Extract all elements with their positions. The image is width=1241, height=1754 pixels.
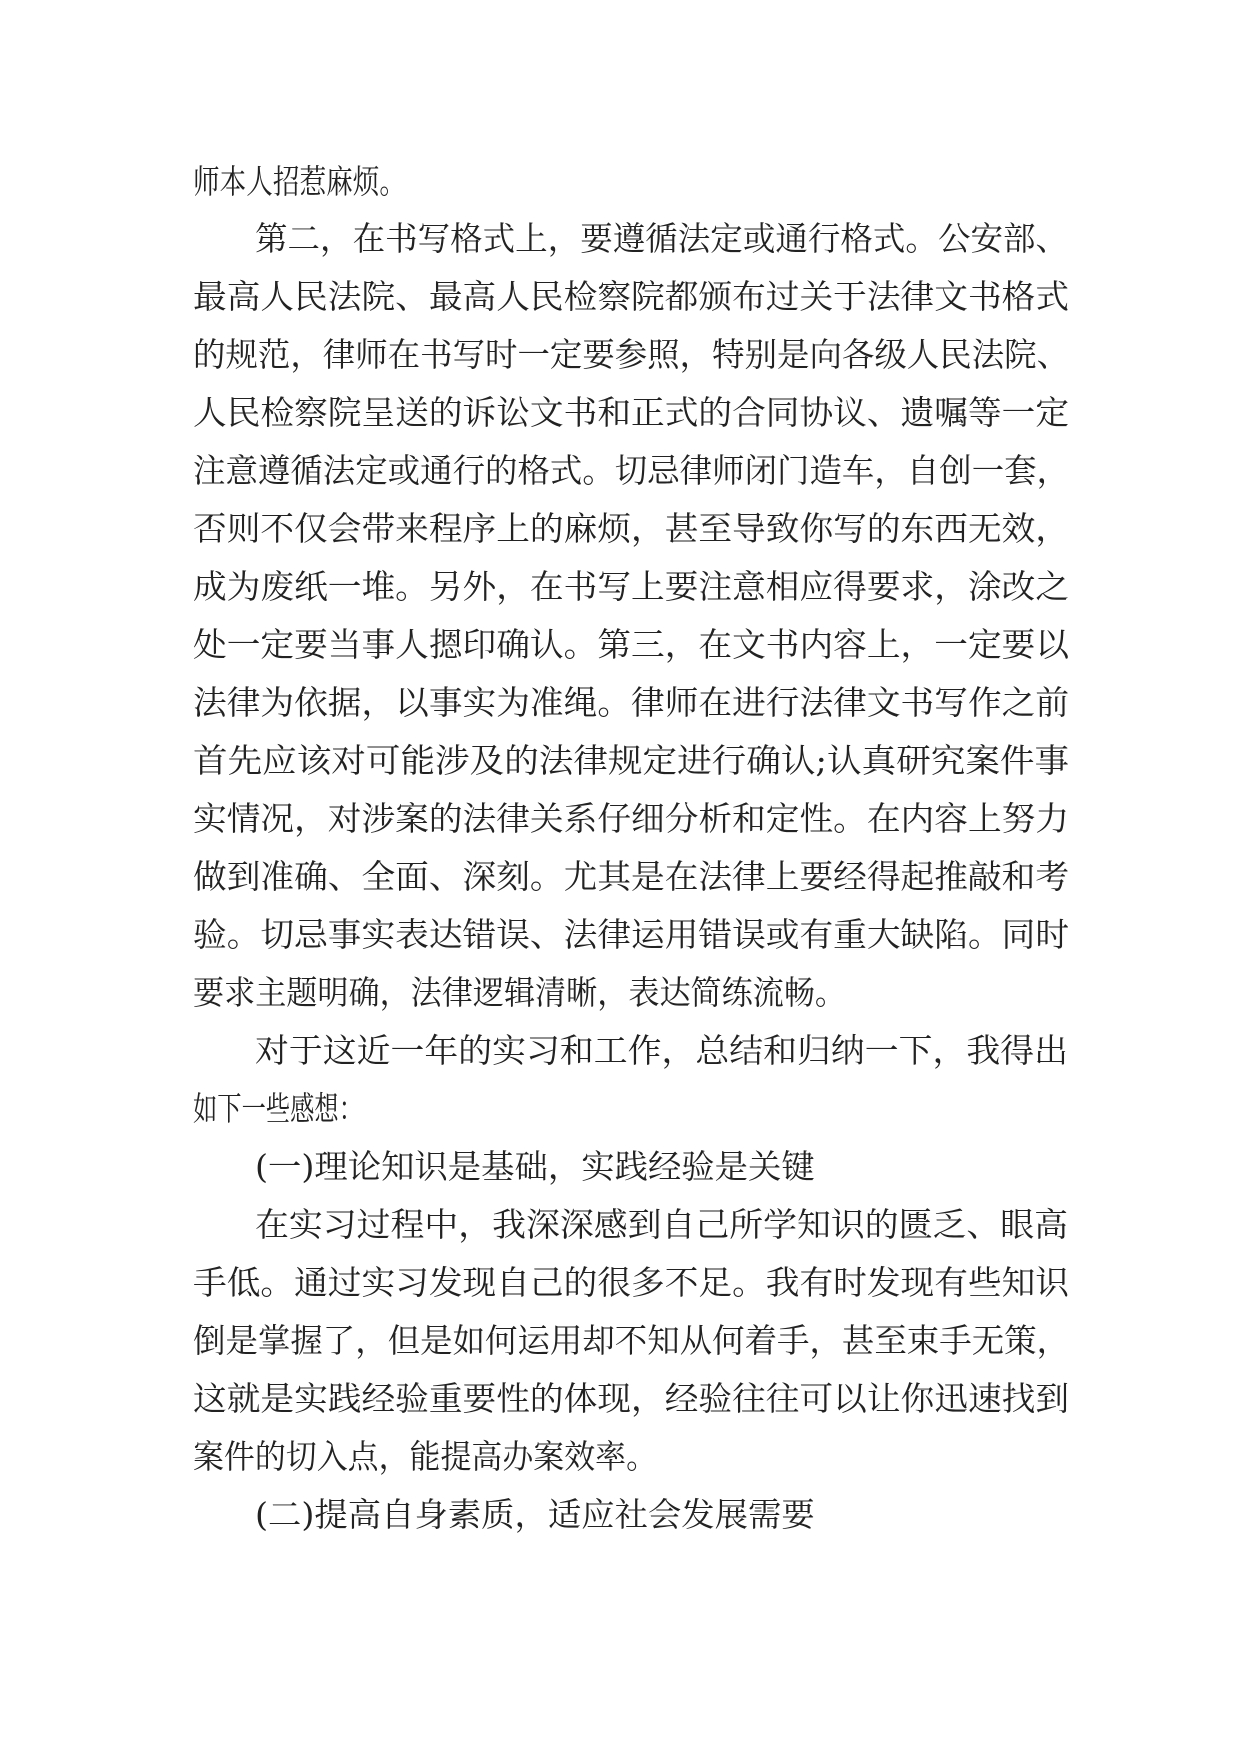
text-line-20: 手低。通过实习发现自己的很多不足。我有时发现有些知识 bbox=[193, 1263, 1070, 1302]
text-line-17: 如下一些感想： bbox=[193, 1089, 363, 1128]
text-line-3: 最高人民法院、最高人民检察院都颁布过关于法律文书格式 bbox=[193, 277, 1070, 316]
text-line-23: 案件的切入点，能提高办案效率。 bbox=[193, 1437, 658, 1476]
text-line-10: 法律为依据，以事实为准绳。律师在进行法律文书写作之前 bbox=[193, 683, 1070, 722]
text-line-15: 要求主题明确，法律逻辑清晰，表达简练流畅。 bbox=[193, 973, 847, 1012]
text-line-16: 对于这近一年的实习和工作，总结和归纳一下，我得出 bbox=[255, 1031, 1068, 1070]
text-line-9: 处一定要当事人摁印确认。第三，在文书内容上，一定要以 bbox=[193, 625, 1070, 664]
text-line-22: 这就是实践经验重要性的体现，经验往往可以让你迅速找到 bbox=[193, 1379, 1070, 1418]
text-line-4: 的规范，律师在书写时一定要参照，特别是向各级人民法院、 bbox=[193, 335, 1070, 374]
text-line-12: 实情况，对涉案的法律关系仔细分析和定性。在内容上努力 bbox=[193, 799, 1070, 838]
text-line-21: 倒是掌握了，但是如何运用却不知从何着手，甚至束手无策， bbox=[193, 1321, 1070, 1360]
text-line-5: 人民检察院呈送的诉讼文书和正式的合同协议、遗嘱等一定 bbox=[193, 393, 1070, 432]
text-line-13: 做到准确、全面、深刻。尤其是在法律上要经得起推敲和考 bbox=[193, 857, 1070, 896]
text-line-6: 注意遵循法定或通行的格式。切忌律师闭门造车，自创一套， bbox=[193, 451, 1070, 490]
text-line-7: 否则不仅会带来程序上的麻烦，甚至导致你写的东西无效， bbox=[193, 509, 1070, 548]
text-line-14: 验。切忌事实表达错误、法律运用错误或有重大缺陷。同时 bbox=[193, 915, 1070, 954]
section-heading-1: (一)理论知识是基础，实践经验是关键 bbox=[255, 1147, 815, 1186]
text-line-1: 师本人招惹麻烦。 bbox=[193, 162, 406, 201]
text-line-11: 首先应该对可能涉及的法律规定进行确认;认真研究案件事 bbox=[193, 741, 1070, 780]
text-line-2: 第二，在书写格式上，要遵循法定或通行格式。公安部、 bbox=[255, 219, 1069, 258]
text-line-19: 在实习过程中，我深深感到自己所学知识的匮乏、眼高 bbox=[255, 1205, 1068, 1244]
text-line-8: 成为废纸一堆。另外，在书写上要注意相应得要求，涂改之 bbox=[193, 567, 1070, 606]
section-heading-2: (二)提高自身素质，适应社会发展需要 bbox=[255, 1495, 815, 1534]
